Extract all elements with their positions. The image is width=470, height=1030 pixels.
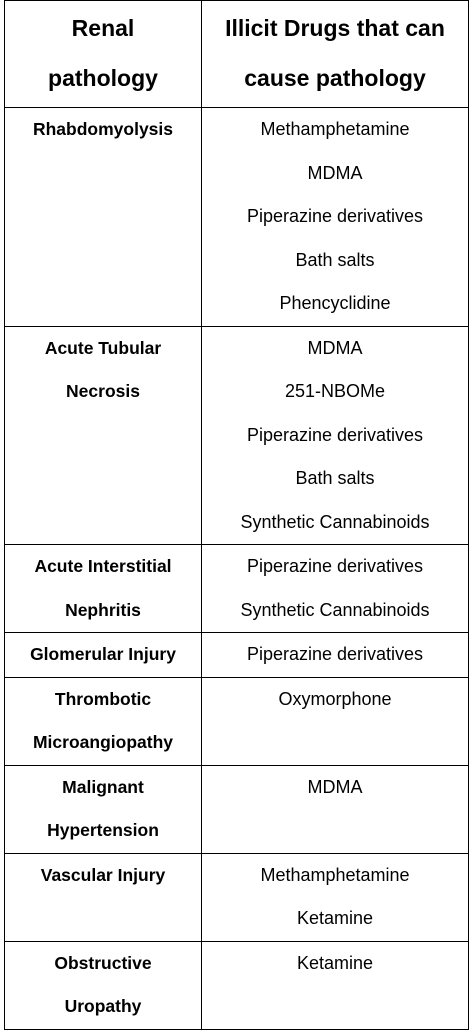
table-row: [5, 326, 469, 545]
pathology-name: Microangiopathy: [32, 732, 173, 752]
pathology-cell: [5, 853, 202, 941]
drug-name: Piperazine derivatives: [246, 556, 424, 576]
pathology-name: Hypertension: [47, 820, 159, 840]
header-text-line: Renal: [71, 15, 135, 41]
drug-name: Ketamine: [296, 908, 374, 928]
header-text-line: pathology: [48, 65, 158, 91]
drug-name: Piperazine derivatives: [246, 424, 424, 445]
table-row: [5, 853, 469, 941]
drugs-cell: [202, 677, 469, 765]
pathology-cell: [5, 326, 202, 545]
drug-name: 251-NBOMe: [284, 381, 386, 401]
drug-name: Oxymorphone: [278, 688, 392, 709]
pathology-cell: [5, 677, 202, 765]
pathology-name: Thrombotic: [54, 688, 152, 709]
drug-name: MDMA: [307, 337, 363, 358]
drug-name: Synthetic Cannabinoids: [240, 599, 430, 620]
table-header-row: [5, 1, 469, 108]
drugs-cell: [202, 941, 469, 1029]
header-text-line: cause pathology: [244, 65, 426, 91]
drugs-cell: [202, 853, 469, 941]
table-row: [5, 545, 469, 633]
drug-name: Ketamine: [296, 952, 374, 973]
pathology-name: Acute Tubular: [44, 337, 162, 358]
table-body: [5, 108, 469, 1030]
pathology-cell: [5, 633, 202, 678]
drug-name: Piperazine derivatives: [246, 644, 424, 664]
drug-name: Synthetic Cannabinoids: [240, 511, 430, 532]
table-row: [5, 108, 469, 327]
pathology-name: Glomerular Injury: [30, 644, 176, 664]
table-row: [5, 941, 469, 1029]
drug-name: Methamphetamine: [260, 864, 410, 885]
pathology-cell: [5, 545, 202, 633]
header-illicit-drugs: [202, 1, 469, 108]
drugs-cell: [202, 326, 469, 545]
table-row: [5, 677, 469, 765]
drugs-cell: [202, 633, 469, 678]
header-text-line: Illicit Drugs that can: [225, 15, 445, 41]
drugs-cell: [202, 108, 469, 327]
table-row: [5, 765, 469, 853]
drug-name: MDMA: [307, 162, 363, 183]
drug-name: MDMA: [307, 776, 363, 797]
drugs-cell: [202, 765, 469, 853]
pathology-name: Uropathy: [64, 996, 142, 1016]
drug-name: Bath salts: [295, 468, 375, 488]
pathology-cell: [5, 765, 202, 853]
pathology-name: Vascular Injury: [40, 864, 166, 885]
header-renal-pathology: [5, 1, 202, 108]
pathology-name: Necrosis: [66, 381, 140, 401]
drug-name: Piperazine derivatives: [246, 206, 424, 226]
drugs-cell: [202, 545, 469, 633]
pathology-name: Nephritis: [65, 599, 141, 620]
renal-drug-table: [4, 0, 469, 1030]
pathology-cell: [5, 941, 202, 1029]
drug-name: Phencyclidine: [279, 293, 391, 313]
pathology-name: Rhabdomyolysis: [32, 119, 174, 139]
pathology-name: Obstructive: [54, 952, 152, 973]
pathology-name: Malignant: [62, 776, 144, 797]
drug-name: Bath salts: [295, 249, 375, 270]
pathology-name: Acute Interstitial: [34, 556, 172, 576]
table-row: [5, 633, 469, 678]
pathology-cell: [5, 108, 202, 327]
drug-name: Methamphetamine: [260, 119, 410, 139]
